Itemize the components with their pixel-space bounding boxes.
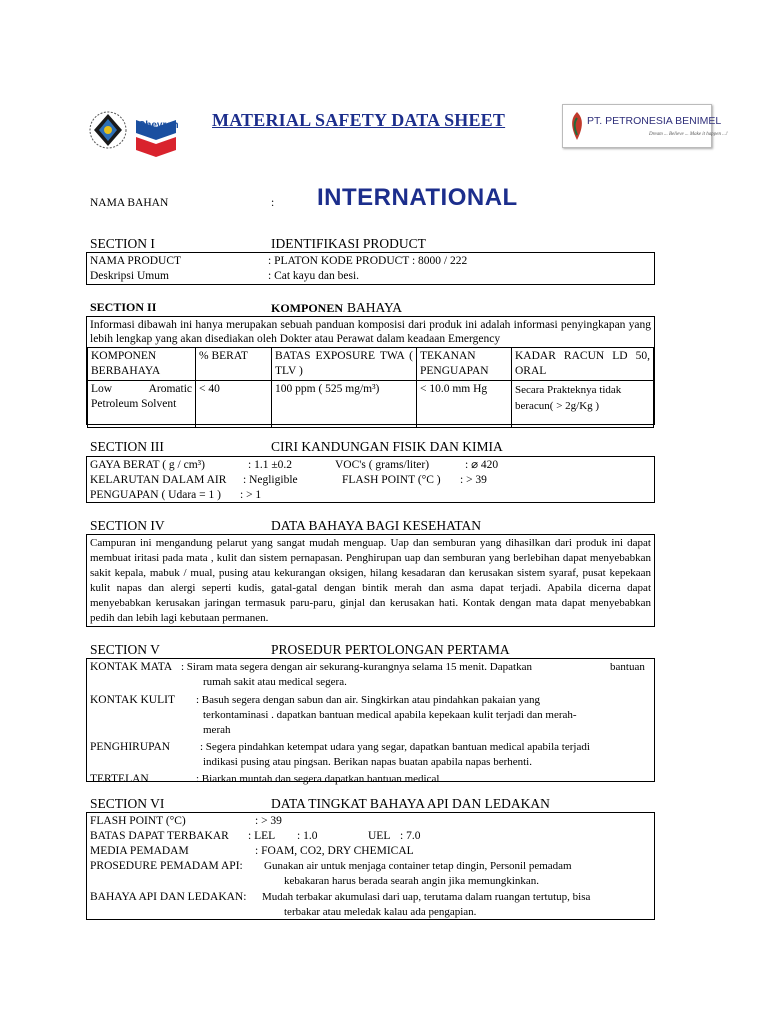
section-4-title: DATA BAHAYA BAGI KESEHATAN	[271, 518, 481, 533]
voc-label: VOC's ( grams/liter)	[335, 459, 430, 471]
penghirupan-text-2: indikasi pusing atau pingsan. Berikan napas buatan apabila napas berhenti.	[203, 756, 532, 768]
cell-komponen: Low Aromatic Petroleum Solvent	[88, 381, 196, 428]
kontak-mata-label: KONTAK MATA	[90, 661, 173, 673]
section-4-text: Campuran ini mengandung pelarut yang sangat mudah menguap. Uap dan semburan yang dihasilkan dari produk ini dapat membuat iritasi pada mata , kulit dan sistem pernapasan. Penghirupan uap dan semburan yang berlebihan dapat menyebabkan sakit kepala, mabuk / mual, pusing atau kekurangan oksigen, hilang kesadaran dan kerusakan sistem syaraf, pusat kepekaan kulit napas dan alergi seperti kudis, gatal-gatal dengan bintik merah dan asma dapat terjadi. Apabila dicerna dapat menyebabkan kerusakan jaringan termasuk paru-paru, ginjal dan kerusakan hati. Kontak dengan mata dapat menyebabkan pedih dan lebih lagi kebutaan permanen.	[90, 537, 651, 624]
penguapan-label: PENGUAPAN ( Udara = 1 )	[90, 489, 221, 501]
media-pemadam-row	[90, 844, 651, 859]
kontak-kulit-text-1: : Basuh segera dengan sabun dan air. Singkirkan atau pindahkan pakaian yang	[196, 694, 540, 706]
section-5-box	[86, 658, 655, 785]
kontak-mata-bantuan: bantuan	[610, 661, 645, 673]
header-kadar-racun: KADAR RACUN LD 50, ORAL	[512, 348, 654, 381]
nama-bahan-colon: :	[271, 197, 275, 209]
komponen-table	[87, 347, 654, 428]
nama-product-value: : PLATON KODE PRODUCT : 8000 / 222	[268, 255, 468, 267]
document-title: MATERIAL SAFETY DATA SHEET	[212, 110, 506, 130]
kelarutan-row	[90, 473, 651, 488]
prosedure-line-2	[90, 874, 651, 889]
kelarutan-value: : Negligible	[243, 474, 298, 486]
penghirupan-label: PENGHIRUPAN	[90, 741, 171, 753]
section-2-title-rest: BAHAYA	[347, 300, 403, 315]
nama-product-label: NAMA PRODUCT	[90, 255, 182, 267]
section-1-box	[86, 252, 655, 285]
section-4-label: SECTION IV	[90, 518, 165, 533]
section-6-label: SECTION VI	[90, 796, 165, 811]
section-5-label: SECTION V	[90, 642, 160, 657]
kontak-mata-text-2: rumah sakit atau medical segera.	[203, 676, 347, 688]
cell-berat: < 40	[196, 381, 272, 428]
kelarutan-label: KELARUTAN DALAM AIR	[90, 474, 227, 486]
prosedure-text-2: kebakaran harus berada searah angin jika memungkinkan.	[284, 875, 540, 887]
penguapan-value: : > 1	[240, 489, 262, 501]
cell-batas-exposure: 100 ppm ( 525 mg/m³)	[272, 381, 417, 428]
kontak-mata-line-1	[90, 660, 651, 675]
cell-tekanan: < 10.0 mm Hg	[417, 381, 512, 428]
section-6-box	[86, 812, 655, 920]
batas-terbakar-label: BATAS DAPAT TERBAKAR	[90, 830, 229, 842]
komponen-header-row	[88, 348, 654, 381]
section-1-title: IDENTIFIKASI PRODUCT	[271, 236, 426, 251]
tertelan-text: : Biarkan muntah dan segera dapatkan bantuan medical	[196, 773, 440, 785]
section-3-title: CIRI KANDUNGAN FISIK DAN KIMIA	[271, 439, 503, 454]
section-5-title: PROSEDUR PERTOLONGAN PERTAMA	[271, 642, 510, 657]
tertelan-label: TERTELAN	[90, 773, 149, 785]
prosedure-text-1: Gunakan air untuk menjaga container tetap dingin, Personil pemadam	[264, 860, 572, 872]
flash-point-label: FLASH POINT (°C )	[342, 474, 441, 486]
uel-value: : 7.0	[400, 830, 421, 842]
header-batas-exposure: BATAS EXPOSURE TWA ( TLV )	[272, 348, 417, 381]
media-pemadam-value: : FOAM, CO2, DRY CHEMICAL	[255, 845, 414, 857]
bahaya-text-2: terbakar atau meledak kalau ada pengapian.	[284, 906, 477, 918]
petronesia-logo-text: PT. PETRONESIA BENIMEL	[587, 115, 722, 127]
gaya-berat-value: : 1.1 ±0.2	[248, 459, 293, 471]
section-6-title: DATA TINGKAT BAHAYA API DAN LEDAKAN	[271, 796, 550, 811]
bahaya-text-1: Mudah terbakar akumulasi dari uap, terutama dalam ruangan tertutup, bisa	[262, 891, 591, 903]
flash-point-value: : > 39	[460, 474, 487, 486]
kontak-mata-line-2	[90, 675, 651, 690]
gaya-berat-label: GAYA BERAT ( g / cm³)	[90, 459, 205, 471]
penghirupan-text-1: : Segera pindahkan ketempat udara yang segar, dapatkan bantuan medical apabila terjadi	[200, 741, 590, 753]
nama-product-row	[90, 254, 651, 269]
lel-value: : 1.0	[297, 830, 318, 842]
batas-terbakar-row	[90, 829, 651, 844]
deskripsi-umum-value: : Cat kayu dan besi.	[268, 270, 360, 282]
uel-label: UEL	[368, 830, 391, 842]
section-2-title-bold: KOMPONEN	[271, 301, 343, 315]
gaya-berat-row	[90, 458, 651, 473]
deskripsi-umum-label: Deskripsi Umum	[90, 270, 169, 282]
header-tekanan: TEKANAN PENGUAPAN	[417, 348, 512, 381]
chevron-logo-text: Chevron	[138, 120, 179, 131]
chevron-logo	[88, 100, 178, 170]
komponen-data-row	[88, 381, 654, 428]
kontak-kulit-line-1	[90, 693, 651, 708]
chevron-emblem-icon	[88, 100, 178, 170]
bahaya-line-2	[90, 905, 651, 920]
section-2-label: SECTION II	[90, 300, 157, 314]
prosedure-label: PROSEDURE PEMADAM API:	[90, 860, 243, 872]
section-3-label: SECTION III	[90, 439, 164, 454]
petronesia-logo	[562, 104, 728, 148]
kontak-mata-text-1: : Siram mata segera dengan air sekurang-kurangnya selama 15 menit. Dapatkan	[181, 661, 532, 673]
header-komponen: KOMPONEN BERBAHAYA	[88, 348, 196, 381]
nama-bahan-value: INTERNATIONAL	[317, 184, 518, 211]
penghirupan-line-2	[90, 755, 651, 770]
section-3-box	[86, 456, 655, 503]
kontak-kulit-line-2	[90, 708, 651, 723]
cell-kadar-racun: Secara Prakteknya tidak beracun( > 2g/Kg )	[512, 381, 654, 428]
tertelan-line	[90, 772, 651, 787]
lel-label: : LEL	[248, 830, 276, 842]
section-2-intro: Informasi dibawah ini hanya merupakan sebuah panduan komposisi dari produk ini adalah informasi penyingkapan yang lebih lengkap yang akan disediakan oleh Dokter atau Perawat dalam keadaan Emergency	[90, 319, 651, 345]
petronesia-tagline: Dream ... Believe ... Make it happen ...!	[649, 132, 728, 137]
media-pemadam-label: MEDIA PEMADAM	[90, 845, 189, 857]
section-2-box	[86, 316, 655, 425]
penghirupan-line-1	[90, 740, 651, 755]
kontak-kulit-text-3: merah	[203, 724, 231, 736]
penguapan-row	[90, 488, 651, 503]
section-2-title	[271, 299, 402, 317]
voc-value: : ⌀ 420	[465, 459, 499, 471]
section-1-label: SECTION I	[90, 236, 155, 251]
bahaya-label: BAHAYA API DAN LEDAKAN:	[90, 891, 247, 903]
prosedure-line-1	[90, 859, 651, 874]
bahaya-line-1	[90, 890, 651, 905]
kontak-kulit-line-3	[90, 723, 651, 738]
deskripsi-umum-row	[90, 269, 651, 284]
s6-flash-label: FLASH POINT (°C)	[90, 815, 186, 827]
flash-point-row	[90, 814, 651, 829]
petronesia-emblem-icon	[566, 110, 588, 142]
section-4-box	[86, 534, 655, 627]
header-berat: % BERAT	[196, 348, 272, 381]
s6-flash-value: : > 39	[255, 815, 282, 827]
nama-bahan-label: NAMA BAHAN	[90, 197, 169, 209]
kontak-kulit-label: KONTAK KULIT	[90, 694, 175, 706]
kontak-kulit-text-2: terkontaminasi . dapatkan bantuan medical apabila kepekaan kulit terjadi dan merah-	[203, 709, 577, 721]
